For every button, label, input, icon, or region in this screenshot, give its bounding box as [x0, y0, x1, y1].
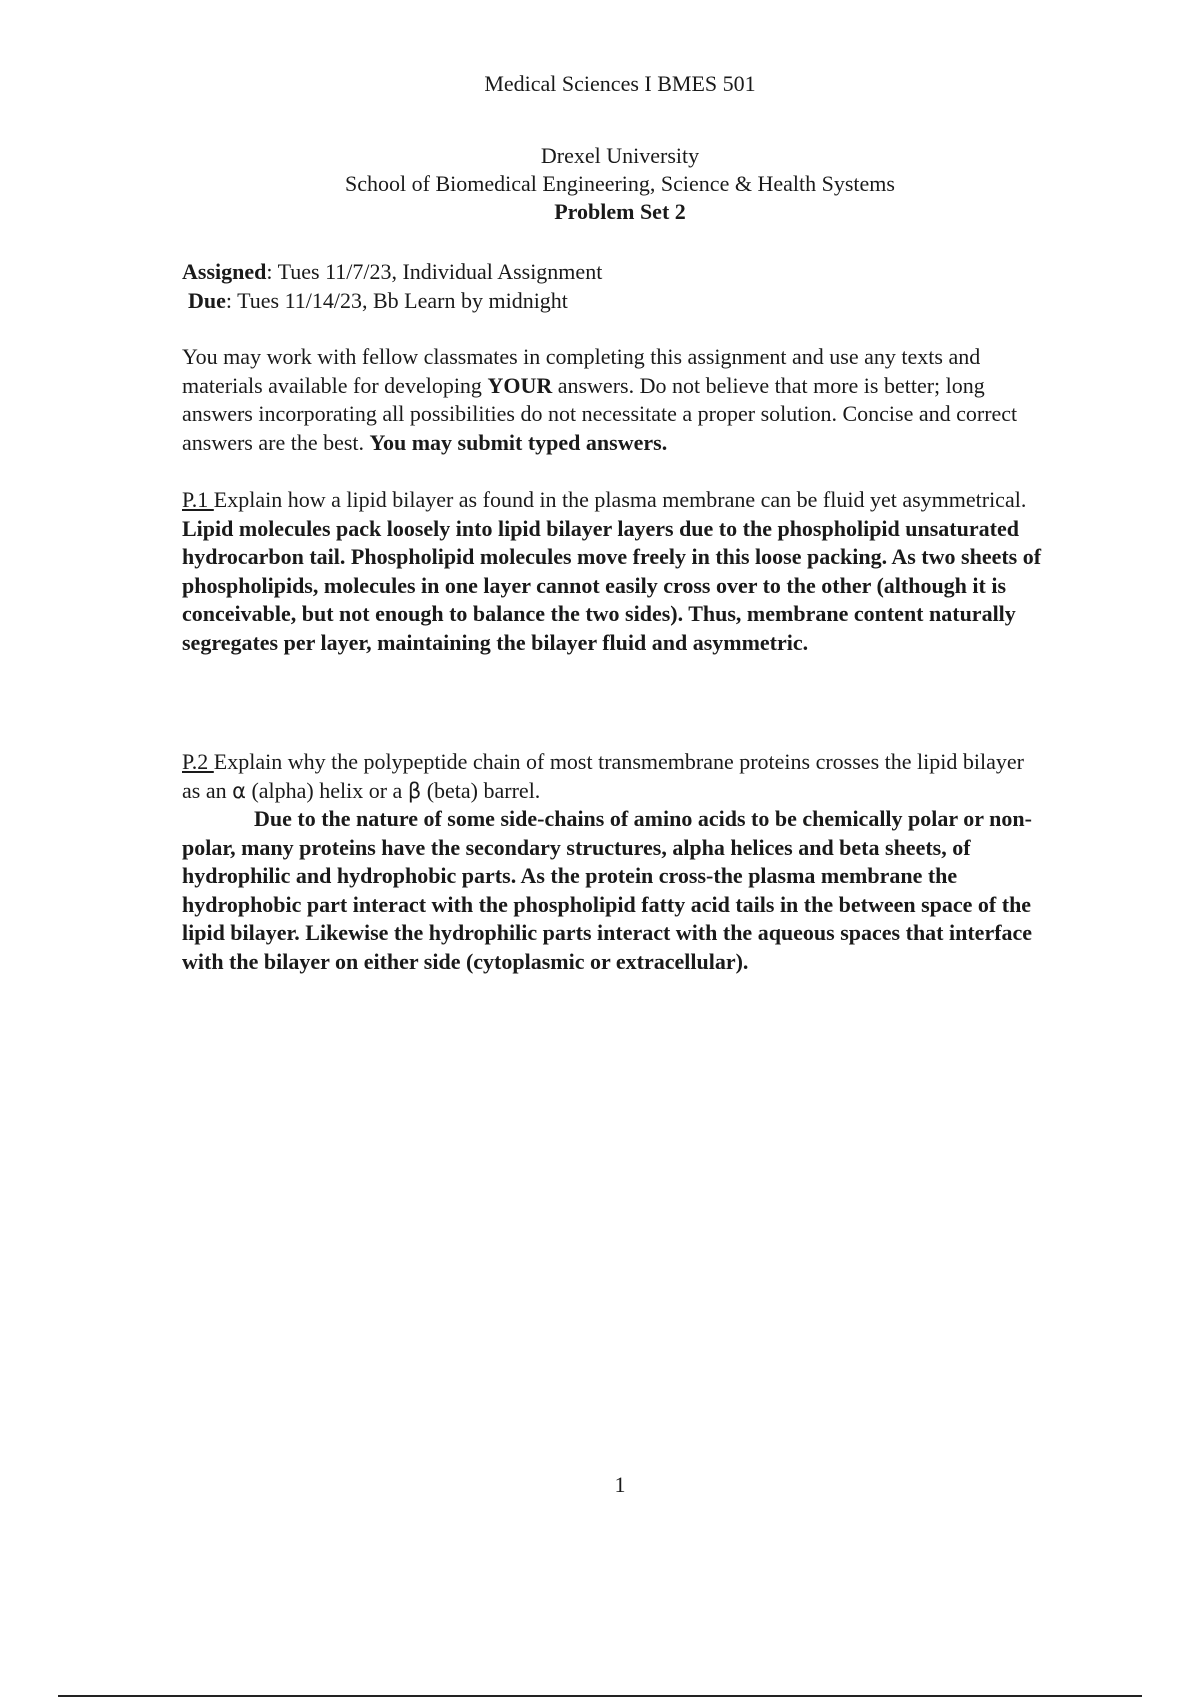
problem-set-title: Problem Set 2 [554, 199, 686, 224]
question-p1-prompt [182, 486, 1042, 515]
assigned-line [182, 258, 1042, 287]
assigned-text: : Tues 11/7/23, Individual Assignment [266, 259, 603, 284]
question-p2-prompt [182, 748, 1042, 805]
school-name: School of Biomedical Engineering, Science & Health Systems [345, 171, 895, 196]
question-text: (beta) barrel. [421, 777, 541, 803]
answer-p2: Due to the nature of some side-chains of amino acids to be chemically polar or non-polar, many proteins have the secondary structures, alpha helices and beta sheets, of hydrophilic and hydrophobic parts. As the protein cross-the plasma membrane the hydrophobic part interact with the phospholipid fatty acid tails in the between space of the lipid bilayer. Likewise the hydrophilic parts interact with the aqueous spaces that interface with the bilayer on either side (cytoplasmic or extracellular). [182, 806, 1033, 974]
dates-block [182, 258, 1042, 315]
assigned-label: Assigned [182, 259, 267, 284]
intro-emphasis-your: YOUR [487, 372, 553, 398]
intro-text-2: answers. Do not believe that more is better; long answers incorporating all possibilities do not necessitate a proper solution. Concise and correct answers are the best. [182, 372, 1018, 455]
page-number: 1 [614, 1472, 626, 1497]
question-text: Explain why the polypeptide chain of most transmembrane proteins crosses the lipid bilayer as an [182, 749, 1024, 803]
question-p1 [182, 486, 1042, 657]
due-text: : Tues 11/14/23, Bb Learn by midnight [225, 287, 568, 313]
university-name: Drexel University [540, 143, 700, 168]
answer-p1: Lipid molecules pack loosely into lipid bilayer layers due to the phospholipid unsaturated hydrocarbon tail. Phospholipid molecules move freely in this loose packing. As two sheets of phospholipids, molecules in one layer cannot easily cross over to the other (although it is conceivable, but not enough to balance the two sides). Thus, membrane content naturally segregates per layer, maintaining the bilayer fluid and asymmetric. [182, 515, 1042, 655]
due-label: Due [188, 287, 226, 313]
question-number: P.2 [182, 749, 214, 774]
page-divider [58, 1695, 1142, 1697]
institution-block [0, 142, 1200, 226]
question-text: (alpha) helix or a [245, 777, 408, 803]
alpha-symbol: α [232, 778, 246, 803]
instructions-paragraph [182, 343, 1042, 457]
question-text: Explain how a lipid bilayer as found in the plasma membrane can be fluid yet asymmetrical. [213, 487, 1027, 512]
intro-emphasis-typed: You may submit typed answers. [369, 429, 668, 455]
intro-text-1: You may work with fellow classmates in completing this assignment and use any texts and materials available for developing [182, 344, 981, 398]
course-header: Medical Sciences I BMES 501 [484, 71, 756, 96]
question-number: P.1 [182, 487, 214, 512]
beta-symbol: β [407, 778, 422, 803]
question-p2 [182, 748, 1042, 976]
due-line [182, 287, 1042, 316]
